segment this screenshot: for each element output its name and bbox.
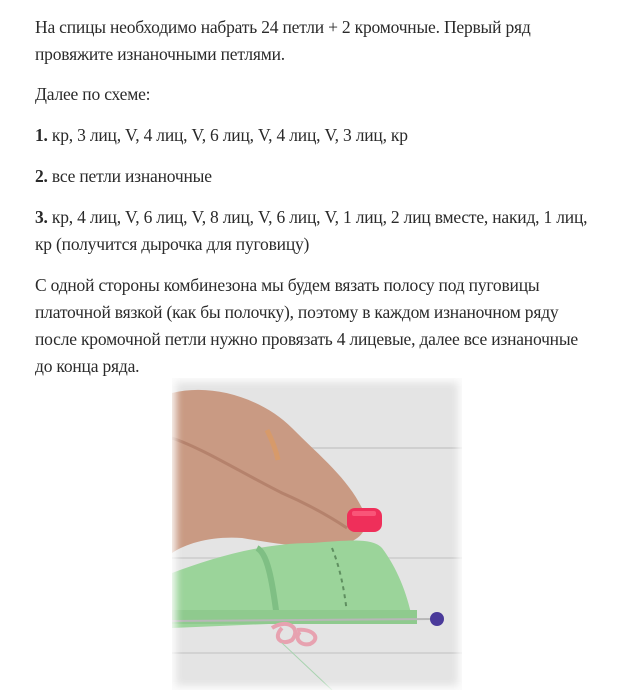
note-paragraph: С одной стороны комбинезона мы будем вязать полосу под пуговицы платочной вязкой (как бы полочку), поэтому в каждом изнаночном ряду после кромочной петли нужно провязать 4 лицевые, далее все изнаночные до конца ряда. bbox=[35, 275, 578, 376]
knitting-photo bbox=[172, 378, 462, 690]
intro-paragraph: На спицы необходимо набрать 24 петли + 2 кромочные. Первый ряд провяжите изнаночными петлями. bbox=[35, 17, 531, 64]
pattern-row-3 bbox=[35, 204, 595, 258]
pattern-row-2 bbox=[35, 163, 595, 190]
row-number: 3. bbox=[35, 207, 48, 227]
row-number: 2. bbox=[35, 166, 48, 186]
row-instructions: кр, 3 лиц, V, 4 лиц, V, 6 лиц, V, 4 лиц, V, 3 лиц, кр bbox=[47, 125, 408, 145]
document-body bbox=[35, 14, 595, 394]
pattern-row-1 bbox=[35, 122, 595, 149]
row-instructions: все петли изнаночные bbox=[47, 166, 212, 186]
row-number: 1. bbox=[35, 125, 48, 145]
row-instructions: кр, 4 лиц, V, 6 лиц, V, 8 лиц, V, 6 лиц, V, 1 лиц, 2 лиц вместе, накид, 1 лиц, кр (получится дырочка для пуговицу) bbox=[35, 207, 588, 254]
knitting-photo-illustration bbox=[172, 378, 462, 690]
scheme-label: Далее по схеме: bbox=[35, 84, 151, 104]
